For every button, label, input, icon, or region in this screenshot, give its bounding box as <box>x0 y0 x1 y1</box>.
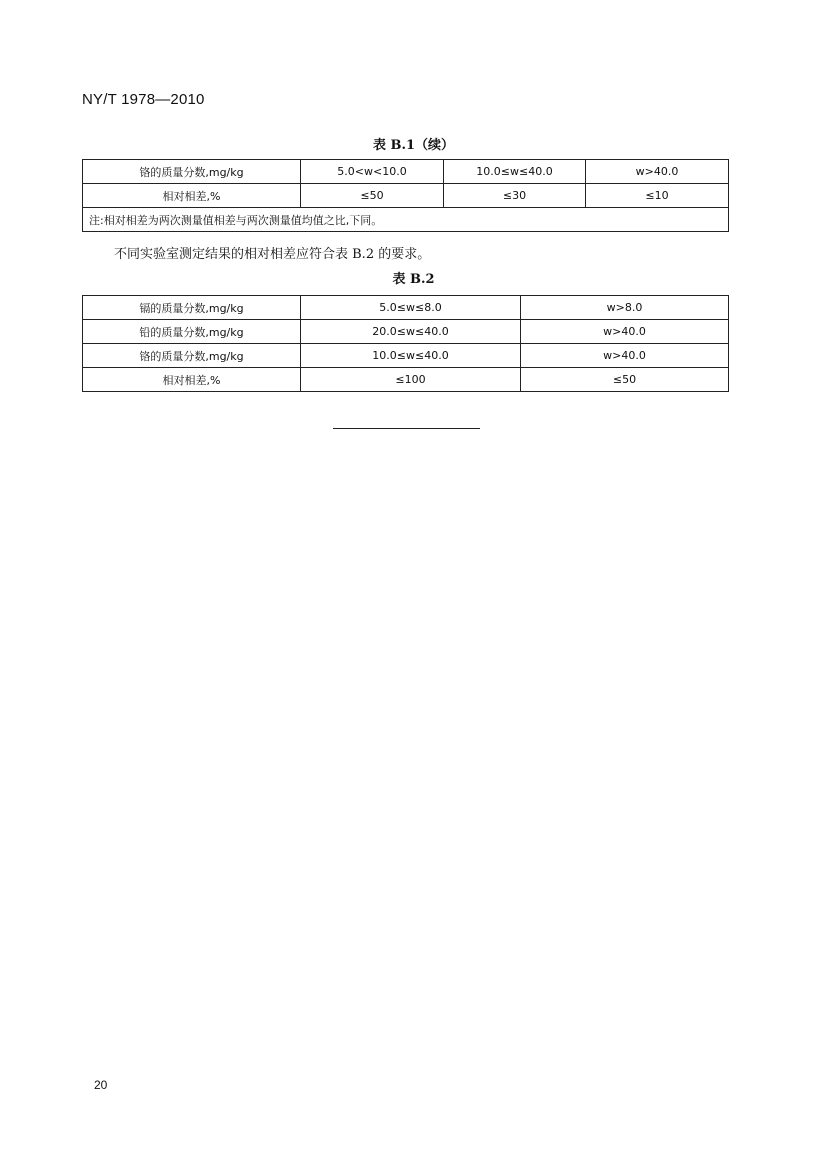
body-paragraph: 不同实验室测定结果的相对相差应符合表 B.2 的要求。 <box>114 247 431 262</box>
table-cell: 相对相差,% <box>83 184 301 208</box>
document-code: NY/T 1978—2010 <box>82 91 205 108</box>
table-row <box>83 296 729 320</box>
table-cell: 5.0<w<10.0 <box>301 160 444 184</box>
table-cell: w>40.0 <box>586 160 729 184</box>
table-cell: 10.0≤w≤40.0 <box>444 160 586 184</box>
table-cell: 铬的质量分数,mg/kg <box>83 344 301 368</box>
table-cell: ≤100 <box>301 368 521 392</box>
table-b1-caption: 表 B.1（续） <box>372 138 455 153</box>
table-cell: ≤10 <box>586 184 729 208</box>
table-row <box>83 368 729 392</box>
page-number: 20 <box>94 1078 108 1092</box>
table-cell: 铅的质量分数,mg/kg <box>83 320 301 344</box>
table-note-row <box>83 208 729 232</box>
table-row <box>83 344 729 368</box>
table-cell: 镉的质量分数,mg/kg <box>83 296 301 320</box>
table-cell: ≤50 <box>301 184 444 208</box>
table-cell: 20.0≤w≤40.0 <box>301 320 521 344</box>
table-row <box>83 184 729 208</box>
table-cell: 相对相差,% <box>83 368 301 392</box>
table-cell: w>40.0 <box>521 320 729 344</box>
table-cell: 10.0≤w≤40.0 <box>301 344 521 368</box>
table-cell: 5.0≤w≤8.0 <box>301 296 521 320</box>
table-cell: ≤50 <box>521 368 729 392</box>
table-row <box>83 320 729 344</box>
table-cell: 铬的质量分数,mg/kg <box>83 160 301 184</box>
table-note: 注:相对相差为两次测量值相差与两次测量值均值之比,下同。 <box>83 208 729 232</box>
table-row <box>83 160 729 184</box>
table-cell: w>8.0 <box>521 296 729 320</box>
end-rule <box>333 428 480 429</box>
table-b1 <box>82 159 729 232</box>
table-cell: w>40.0 <box>521 344 729 368</box>
table-b2-caption: 表 B.2 <box>392 272 435 287</box>
table-b2 <box>82 295 729 392</box>
table-cell: ≤30 <box>444 184 586 208</box>
